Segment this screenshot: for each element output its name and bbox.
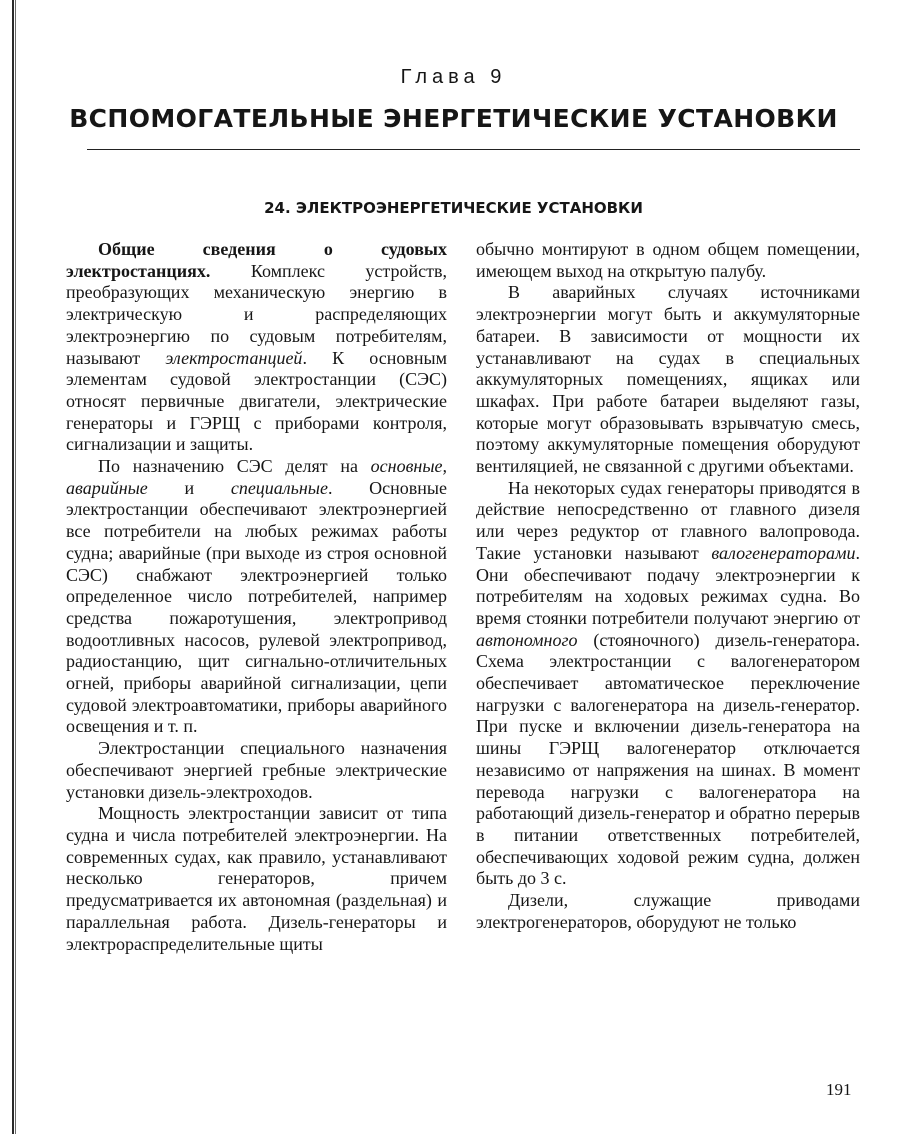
paragraph-text: На некоторых судах генераторы приводятся в действие непосредственно от главного дизеля или через редуктор от главного валопровода. Такие установки называют [476,477,860,563]
paragraph-text: и [147,477,231,498]
paragraph-continuation: обычно монтируют в одном общем помещении, имеющем выход на открытую палубу. [476,239,860,281]
chapter-label: Глава 9 [400,66,507,88]
right-column [476,239,860,934]
paragraph-text: (стояночного) дизель-генератора. Схема электростанции с валогенератором обеспечивает автоматическое переключение нагрузки с валогенератора на дизель-генератор. При пуске и включении дизель-генератора на шины ГЭРЩ валогенератор отключается независимо от напряжения на шинах. В момент перевода нагрузки с валогенератора на работающий дизель-генератор и обратно перерыв в питании ответственных потребителей, обеспечивающих ходовой режим судна, должен быть до 3 с. [476,629,860,889]
chapter-title: ВСПОМОГАТЕЛЬНЫЕ ЭНЕРГЕТИЧЕСКИЕ УСТАНОВКИ [69,104,838,133]
paragraph-run-in-heading: Общие сведения о судовых электростанциях. [66,239,447,281]
paragraph-power: Мощность электростанции зависит от типа судна и числа потребителей электроэнергии. На современных судах, как правило, устанавливают несколько генераторов, причем предусматривается их автономная (раздельная) и параллельная работа. Дизель-генераторы и электрораспределительные щиты [66,803,447,954]
italic-term: специальные [230,477,328,498]
paragraph-text: Комплекс устройств, преобразующих механическую энергию в электрическую и распределяющих электроэнергию по судовым потребителям, называют [66,260,447,368]
paragraph-purpose [66,456,447,738]
paragraph-batteries: В аварийных случаях источниками электроэнергии могут быть и аккумуляторные батареи. В зависимости от мощности их устанавливают на судах в специальных аккумуляторных помещениях, ящиках или шкафах. При работе батареи выделяют газы, которые могут образовывать взрывчатую смесь, поэтому аккумуляторные помещения оборудуют вентиляцией, не связанной с другими объектами. [476,282,860,477]
italic-term: электростанцией [165,347,303,368]
paragraph-special-stations: Электростанции специального назначения обеспечивают энергией гребные электрические установки дизель-электроходов. [66,738,447,802]
italic-term: основные, аварийные [66,456,447,498]
paragraph-shaft-generators [476,478,860,890]
paragraph-diesels: Дизели, служащие приводами электрогенераторов, оборудуют не только [476,890,860,932]
left-column [66,239,447,955]
binding-edge-line [12,0,14,1134]
paragraph-text: . К основным элементам судовой электростанции (СЭС) относят первичные двигатели, электрические генераторы и ГЭРЩ с приборами контроля, сигнализации и защиты. [66,347,447,455]
paragraph-text: . Они обеспечивают подачу электроэнергии к потребителям на ходовых режимах судна. Во время стоянки потребители получают энергию от [476,542,860,628]
section-title: 24. ЭЛЕКТРОЭНЕРГЕТИЧЕСКИЕ УСТАНОВКИ [264,199,643,217]
paragraph-text: . Основные электростанции обеспечивают электроэнергией все потребители на любых режимах работы судна; аварийные (при выходе из строя основной СЭС) снабжают электроэнергией только определенное число потребителей, например средства пожаротушения, электропривод водоотливных насосов, рулевой электропривод, радиостанцию, щит сигнально-отличительных огней, приборы аварийной сигнализации, цепи судовой электроавтоматики, приборы аварийного освещения и т. п. [66,477,447,737]
italic-term: автономного [476,629,578,650]
page-number: 191 [826,1080,852,1099]
title-divider [87,149,860,150]
paragraph-text: По назначению СЭС делят на [98,456,371,477]
binding-edge-line-inner [15,0,16,1134]
paragraph-general-info [66,239,447,456]
italic-term: валогенераторами [711,542,856,563]
